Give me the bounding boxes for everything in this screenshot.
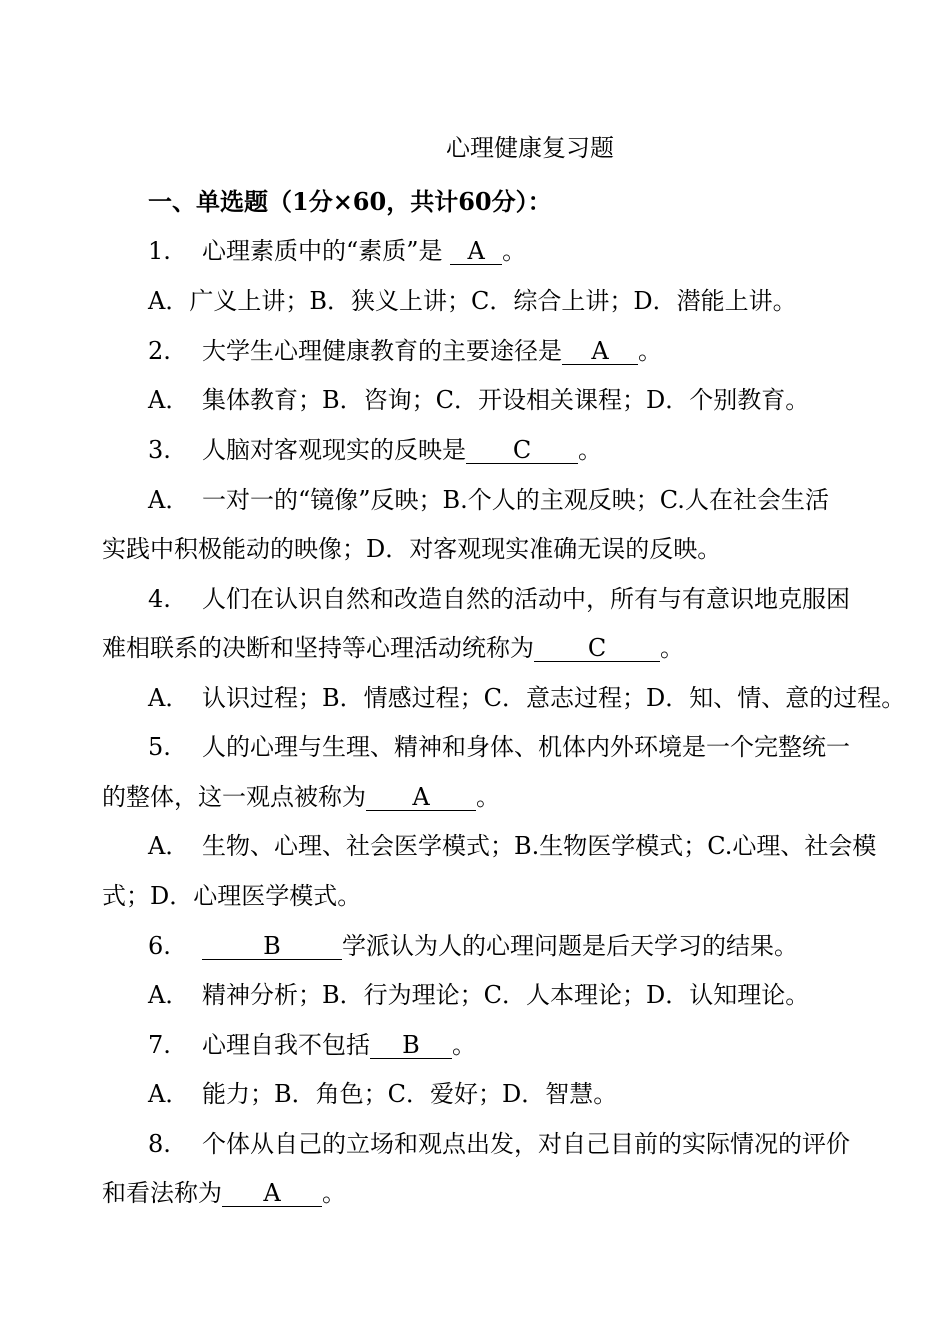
answer-blank: B xyxy=(370,1032,452,1059)
question-stem-end: 。 xyxy=(578,436,602,464)
question-2 xyxy=(148,335,662,367)
question-stem: 心理素质中的“素质”是 xyxy=(202,237,451,265)
question-number: 1. xyxy=(148,237,171,265)
option-text: 集体教育；B．咨询；C．开设相关课程；D．个别教育。 xyxy=(202,386,810,414)
question-5 xyxy=(148,731,850,763)
question-6 xyxy=(148,930,798,962)
answer-blank: A xyxy=(450,238,502,265)
option-prefix: A． xyxy=(148,1080,190,1108)
question-stem: 大学生心理健康教育的主要途径是 xyxy=(202,337,562,365)
question-number: 3. xyxy=(148,436,171,464)
section-heading: 一、单选题（1分×60，共计60分）： xyxy=(148,187,552,216)
question-8-cont xyxy=(102,1177,346,1209)
question-stem-end: 。 xyxy=(476,783,500,811)
question-8 xyxy=(148,1128,850,1160)
answer-blank: C xyxy=(466,437,578,464)
question-number: 7. xyxy=(148,1031,171,1059)
option-text: 生物、心理、社会医学模式；B.生物医学模式；C.心理、社会模 xyxy=(202,832,877,860)
question-2-options xyxy=(148,384,809,416)
question-stem-end: 学派认为人的心理问题是后天学习的结果。 xyxy=(342,932,798,960)
question-3-options-cont: 实践中积极能动的映像；D．对客观现实准确无误的反映。 xyxy=(102,535,722,563)
question-7 xyxy=(148,1029,476,1061)
answer-blank: A xyxy=(222,1180,322,1207)
question-stem: 人的心理与生理、精神和身体、机体内外环境是一个完整统一 xyxy=(202,733,850,761)
question-stem-end: 。 xyxy=(502,237,527,265)
option-prefix: A． xyxy=(148,486,190,514)
option-prefix: A． xyxy=(148,386,190,414)
question-number: 6. xyxy=(148,932,171,960)
question-5-options-cont: 式；D．心理医学模式。 xyxy=(102,882,362,910)
question-number: 4. xyxy=(148,585,171,613)
question-3 xyxy=(148,434,602,466)
option-prefix: A． xyxy=(148,832,190,860)
question-stem: 人们在认识自然和改造自然的活动中，所有与有意识地克服困 xyxy=(202,585,850,613)
question-5-cont xyxy=(102,781,500,813)
option-text: 认识过程；B．情感过程；C．意志过程；D．知、情、意的过程。 xyxy=(202,684,906,712)
question-stem: 的整体，这一观点被称为 xyxy=(102,783,366,811)
question-number: 8. xyxy=(148,1130,171,1158)
option-prefix: A． xyxy=(148,684,190,712)
question-4-cont xyxy=(102,632,684,664)
answer-blank: A xyxy=(562,338,638,365)
question-number: 5. xyxy=(148,733,171,761)
question-number: 2. xyxy=(148,337,171,365)
question-stem: 难相联系的决断和坚持等心理活动统称为 xyxy=(102,634,534,662)
question-stem-end: 。 xyxy=(638,337,662,365)
option-prefix: A． xyxy=(148,981,190,1009)
question-stem: 和看法称为 xyxy=(102,1179,222,1207)
question-stem: 心理自我不包括 xyxy=(202,1031,370,1059)
question-stem: 个体从自己的立场和观点出发，对自己目前的实际情况的评价 xyxy=(202,1130,850,1158)
question-1 xyxy=(148,235,526,267)
question-3-options xyxy=(148,484,829,516)
question-1-options: A．广义上讲；B．狭义上讲；C．综合上讲；D．潜能上讲。 xyxy=(148,287,797,315)
question-7-options xyxy=(148,1078,617,1110)
option-text: 精神分析；B．行为理论；C．人本理论；D．认知理论。 xyxy=(202,981,810,1009)
answer-blank: C xyxy=(534,635,660,662)
page-title: 心理健康复习题 xyxy=(446,134,614,162)
question-6-options xyxy=(148,979,809,1011)
question-4-options xyxy=(148,682,905,714)
question-5-options xyxy=(148,830,876,862)
question-stem-end: 。 xyxy=(660,634,684,662)
question-stem: 人脑对客观现实的反映是 xyxy=(202,436,466,464)
answer-blank: A xyxy=(366,784,476,811)
answer-blank: B xyxy=(202,933,342,960)
question-stem-end: 。 xyxy=(452,1031,476,1059)
option-text: 能力；B．角色；C．爱好；D．智慧。 xyxy=(202,1080,618,1108)
option-text: 一对一的“镜像”反映；B.个人的主观反映；C.人在社会生活 xyxy=(202,486,829,514)
question-4 xyxy=(148,583,850,615)
question-stem-end: 。 xyxy=(322,1179,346,1207)
